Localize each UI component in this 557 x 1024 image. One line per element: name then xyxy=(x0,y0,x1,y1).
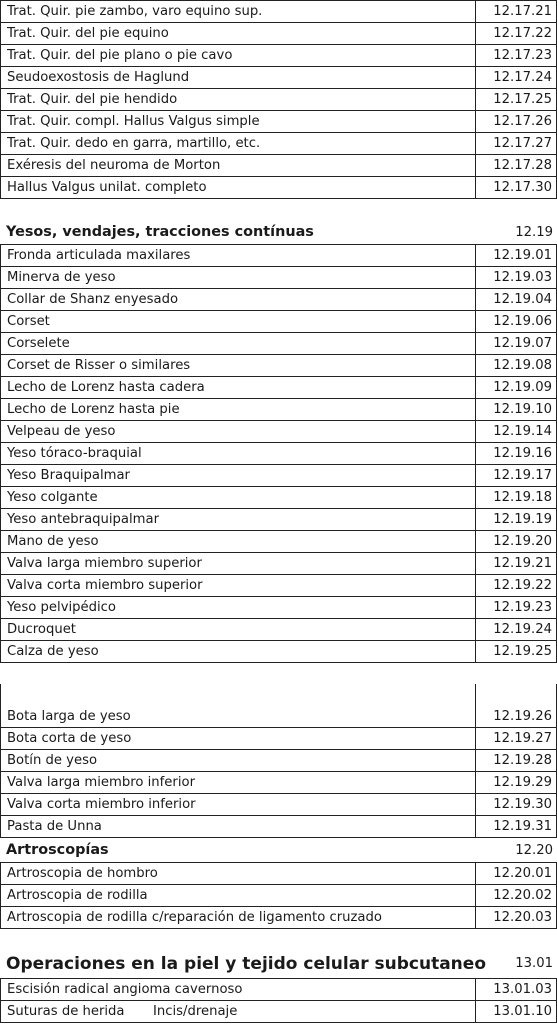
row-description: Suturas de herida xyxy=(7,1004,125,1019)
table-row xyxy=(0,907,557,929)
row-description: Trat. Quir. compl. Hallus Valgus simple xyxy=(7,114,260,129)
table-row xyxy=(0,772,557,794)
row-description: Velpeau de yeso xyxy=(7,424,116,439)
table-row xyxy=(0,597,557,619)
table-row xyxy=(0,23,557,45)
table-row xyxy=(0,816,557,838)
row-code: 12.19.18 xyxy=(475,487,556,509)
row-description: Trat. Quir. dedo en garra, martillo, etc. xyxy=(7,136,261,151)
section-code-13-01: 13.01 xyxy=(515,956,553,971)
row-code: 12.17.21 xyxy=(475,1,556,23)
row-description: Bota larga de yeso xyxy=(7,709,131,724)
row-description: Corset xyxy=(7,314,50,329)
row-code: 12.19.09 xyxy=(475,377,556,399)
table-row xyxy=(0,885,557,907)
table-row xyxy=(0,421,557,443)
table-row xyxy=(0,267,557,289)
section-code-12-20: 12.20 xyxy=(515,843,553,858)
table-12-17 xyxy=(0,0,557,199)
row-description: Lecho de Lorenz hasta pie xyxy=(7,402,180,417)
row-description: Bota corta de yeso xyxy=(7,731,132,746)
row-code: 12.19.19 xyxy=(475,509,556,531)
row-description: Yeso antebraquipalmar xyxy=(7,512,160,527)
row-code: 12.17.24 xyxy=(475,67,556,89)
row-description: Trat. Quir. del pie hendido xyxy=(7,92,178,107)
row-description: Corset de Risser o similares xyxy=(7,358,191,373)
row-description: Fronda articulada maxilares xyxy=(7,248,191,263)
row-description: Escisión radical angioma cavernoso xyxy=(7,982,243,997)
table-row xyxy=(0,333,557,355)
row-code: 12.19.28 xyxy=(475,750,556,772)
row-code: 12.19.17 xyxy=(475,465,556,487)
row-description: Valva corta miembro inferior xyxy=(7,797,196,812)
row-description: Lecho de Lorenz hasta cadera xyxy=(7,380,205,395)
table-row xyxy=(0,465,557,487)
table-row xyxy=(0,750,557,772)
row-description: Pasta de Unna xyxy=(7,819,102,834)
row-description: Ducroquet xyxy=(7,622,76,637)
row-description: Corselete xyxy=(7,336,70,351)
row-code: 12.19.22 xyxy=(475,575,556,597)
table-row xyxy=(0,619,557,641)
row-description: Artroscopia de hombro xyxy=(7,866,158,881)
table-row xyxy=(0,863,557,885)
row-code: 12.19.01 xyxy=(475,245,556,267)
row-code: 12.19.16 xyxy=(475,443,556,465)
row-code: 12.19.10 xyxy=(475,399,556,421)
row-code: 12.19.27 xyxy=(475,728,556,750)
table-row xyxy=(0,111,557,133)
row-code: 12.19.20 xyxy=(475,531,556,553)
row-code: 12.17.23 xyxy=(475,45,556,67)
row-code: 12.19.21 xyxy=(475,553,556,575)
row-description: Exéresis del neuroma de Morton xyxy=(7,158,221,173)
table-row xyxy=(0,728,557,750)
row-description: Yeso colgante xyxy=(7,490,98,505)
row-code: 12.19.25 xyxy=(475,641,556,663)
table-row xyxy=(0,794,557,816)
row-description: Valva larga miembro inferior xyxy=(7,775,195,790)
table-row xyxy=(0,155,557,177)
section-title-13-01: Operaciones en la piel y tejido celular subcutaneo xyxy=(6,954,486,974)
row-description: Mano de yeso xyxy=(7,534,99,549)
row-description: Yeso tóraco-braquial xyxy=(7,446,142,461)
table-row xyxy=(0,509,557,531)
table-12-20 xyxy=(0,862,557,929)
row-note: Incis/drenaje xyxy=(153,1004,238,1019)
row-description: Valva larga miembro superior xyxy=(7,556,202,571)
table-row xyxy=(0,67,557,89)
row-description: Calza de yeso xyxy=(7,644,99,659)
row-code: 12.19.24 xyxy=(475,619,556,641)
table-row xyxy=(0,355,557,377)
row-code: 12.17.28 xyxy=(475,155,556,177)
row-description: Collar de Shanz enyesado xyxy=(7,292,179,307)
row-code: 12.20.01 xyxy=(475,863,556,885)
row-description: Yeso Braquipalmar xyxy=(7,468,130,483)
section-code-12-19: 12.19 xyxy=(515,225,553,240)
table-row xyxy=(0,311,557,333)
row-code: 12.19.31 xyxy=(475,816,556,838)
table-row xyxy=(0,377,557,399)
row-code: 12.17.26 xyxy=(475,111,556,133)
row-code: 13.01.10 xyxy=(475,1001,556,1023)
section-title-12-19: Yesos, vendajes, tracciones contínuas xyxy=(6,224,314,240)
table-13-01 xyxy=(0,978,557,1023)
table-row xyxy=(0,1,557,23)
row-code: 13.01.03 xyxy=(475,979,556,1001)
table-row xyxy=(0,399,557,421)
row-description: Trat. Quir. pie zambo, varo equino sup. xyxy=(7,4,263,19)
row-code: 12.19.08 xyxy=(475,355,556,377)
section-title-12-20: Artroscopías xyxy=(6,842,109,858)
table-row xyxy=(0,133,557,155)
row-code: 12.17.27 xyxy=(475,133,556,155)
table-row xyxy=(0,487,557,509)
row-code: 12.17.22 xyxy=(475,23,556,45)
row-description: Artroscopia de rodilla xyxy=(7,888,148,903)
row-description: Trat. Quir. del pie plano o pie cavo xyxy=(7,48,233,63)
table-12-19-a xyxy=(0,244,557,663)
table-row xyxy=(0,979,557,1001)
row-description: Artroscopia de rodilla c/reparación de ligamento cruzado xyxy=(7,910,382,925)
table-row xyxy=(0,553,557,575)
table-row xyxy=(0,45,557,67)
row-description: Trat. Quir. del pie equino xyxy=(7,26,169,41)
row-code: 12.17.25 xyxy=(475,89,556,111)
table-row xyxy=(0,531,557,553)
row-code: 12.19.30 xyxy=(475,794,556,816)
row-code: 12.19.26 xyxy=(475,684,556,728)
table-row xyxy=(0,289,557,311)
row-code: 12.19.29 xyxy=(475,772,556,794)
row-code: 12.17.30 xyxy=(475,177,556,199)
row-code: 12.19.03 xyxy=(475,267,556,289)
table-row xyxy=(0,177,557,199)
table-row xyxy=(0,1001,557,1023)
table-row xyxy=(0,684,557,728)
row-description: Minerva de yeso xyxy=(7,270,116,285)
row-code: 12.19.06 xyxy=(475,311,556,333)
row-description: Botín de yeso xyxy=(7,753,98,768)
row-description: Yeso pelvipédico xyxy=(7,600,117,615)
row-description: Seudoexostosis de Haglund xyxy=(7,70,190,85)
table-row xyxy=(0,641,557,663)
table-row xyxy=(0,89,557,111)
row-description: Valva corta miembro superior xyxy=(7,578,203,593)
table-row xyxy=(0,575,557,597)
table-row xyxy=(0,245,557,267)
table-12-19-b xyxy=(0,684,557,838)
row-description: Hallus Valgus unilat. completo xyxy=(7,180,207,195)
row-code: 12.20.02 xyxy=(475,885,556,907)
row-code: 12.19.23 xyxy=(475,597,556,619)
row-code: 12.19.07 xyxy=(475,333,556,355)
table-row xyxy=(0,443,557,465)
row-code: 12.19.14 xyxy=(475,421,556,443)
row-code: 12.19.04 xyxy=(475,289,556,311)
row-code: 12.20.03 xyxy=(475,907,556,929)
